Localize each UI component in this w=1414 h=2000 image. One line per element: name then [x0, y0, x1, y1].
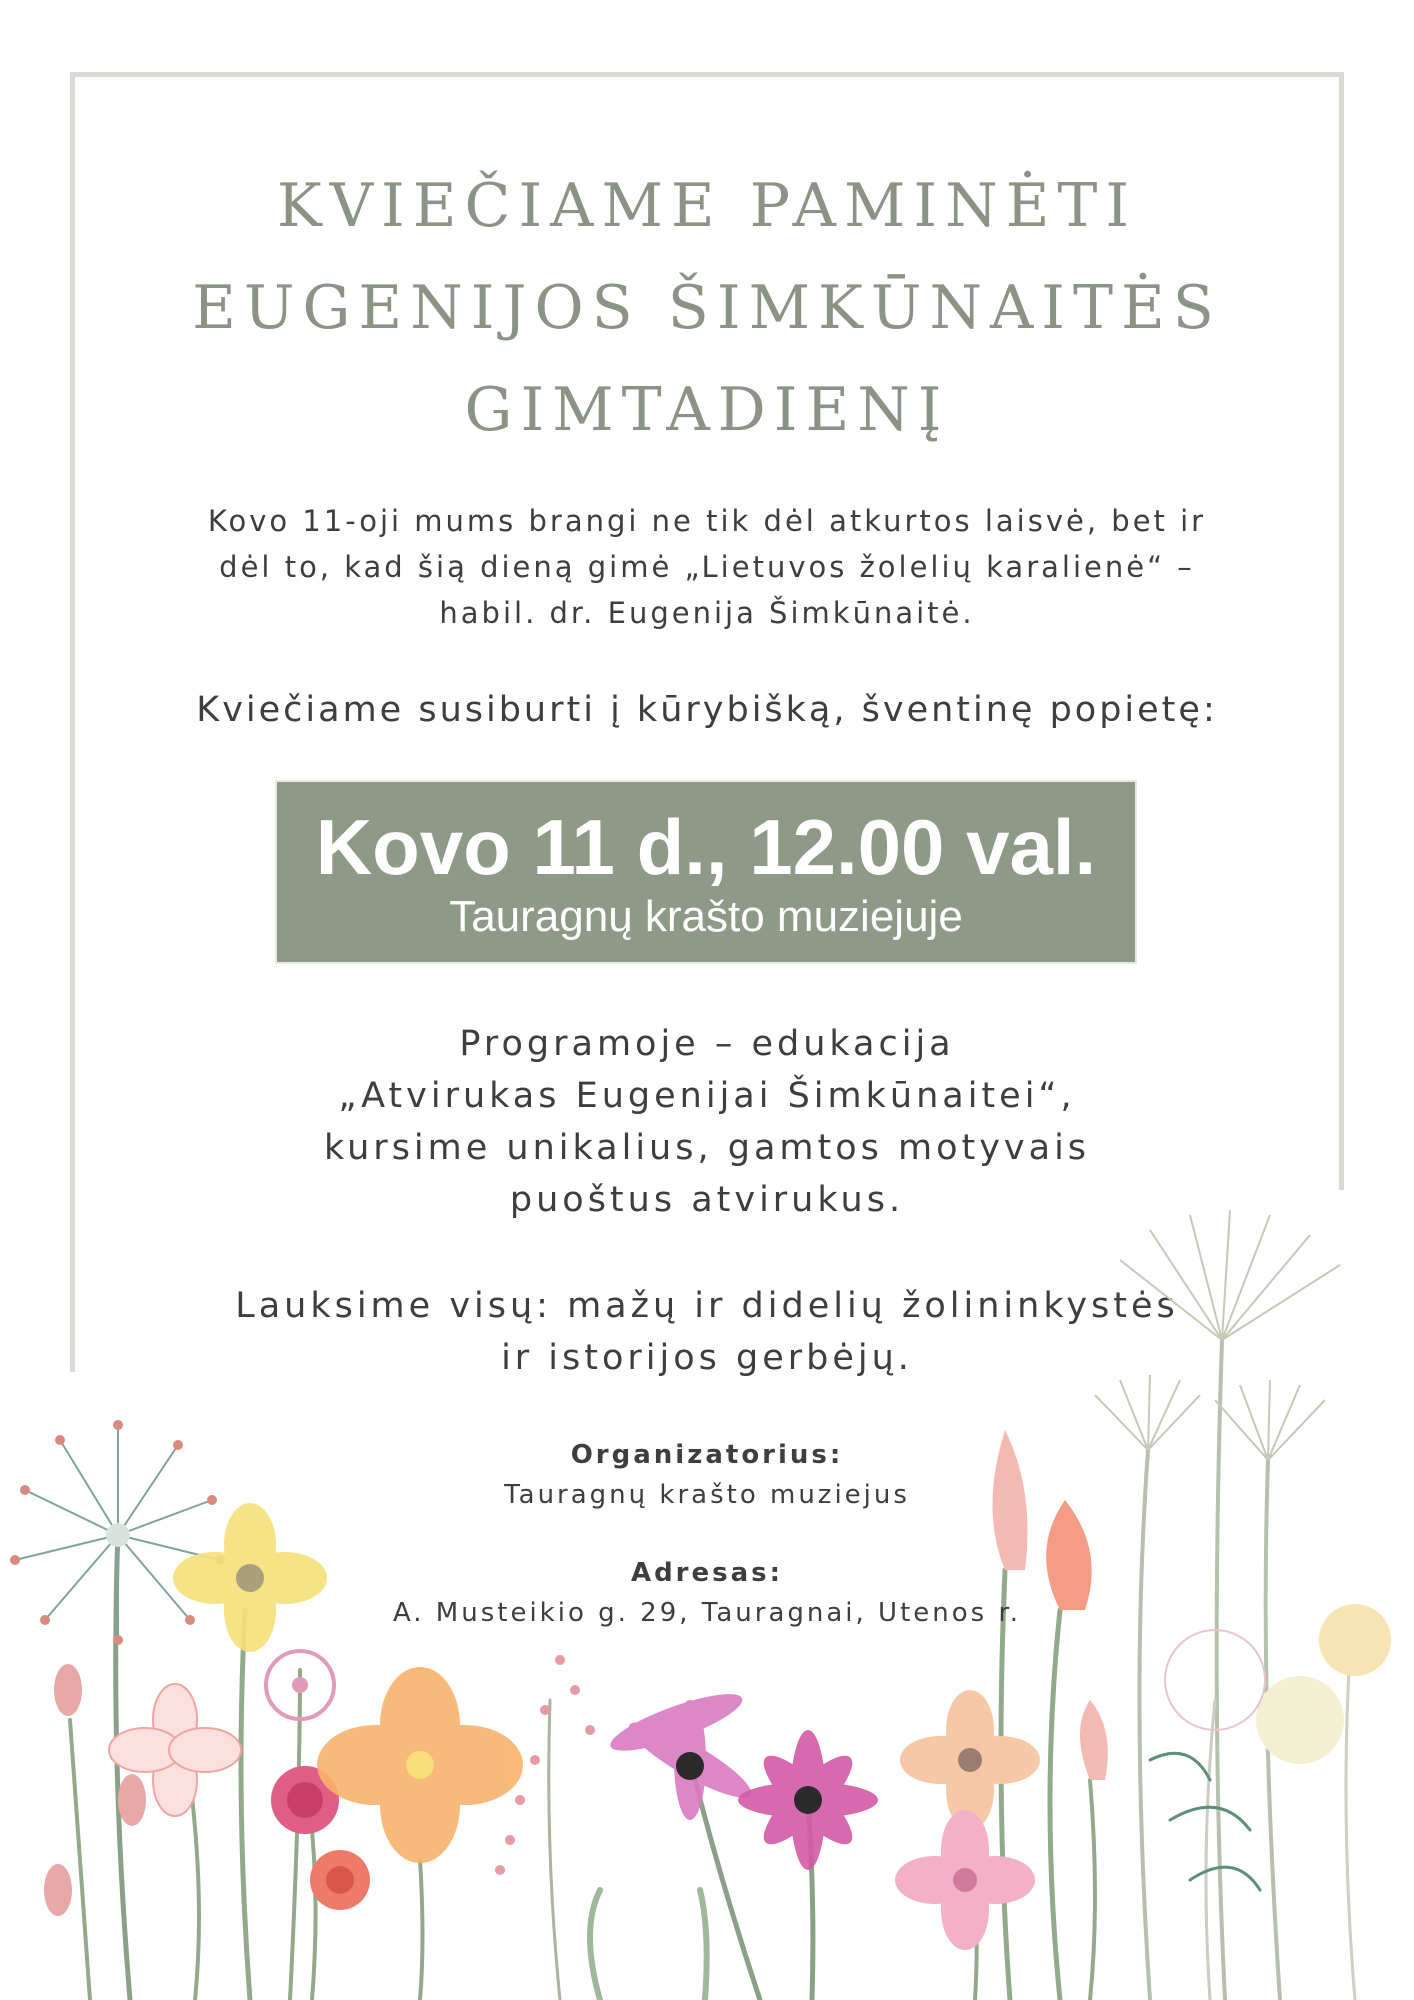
- program-line-4: puoštus atvirukus.: [509, 1180, 905, 1220]
- fans-line-2: ir istorijos gerbėjų.: [501, 1338, 913, 1378]
- program-line-2: „Atvirukas Eugenijai Šimkūnaitei“,: [338, 1076, 1076, 1116]
- intro-line-2: dėl to, kad šią dieną gimė „Lietuvos žolelių karalienė“ –: [219, 550, 1195, 584]
- intro-line-3: habil. dr. Eugenija Šimkūnaitė.: [439, 596, 975, 630]
- fans-line-1: Lauksime visų: mažų ir didelių žolininkystės: [235, 1286, 1179, 1326]
- event-box: [277, 782, 1135, 962]
- intro-text: [120, 498, 1294, 636]
- invite-text: Kviečiame susiburti į kūrybišką, šventinę popietę:: [196, 690, 1218, 730]
- event-place: Tauragnų krašto muziejuje: [449, 892, 963, 941]
- organizer-label: Organizatorius:: [570, 1440, 844, 1470]
- fans-text: [0, 1280, 1414, 1384]
- title-line-2: EUGENIJOS ŠIMKŪNAITĖS: [192, 273, 1222, 343]
- title-line-1: KVIEČIAME PAMINĖTI: [276, 171, 1138, 241]
- intro-line-1: Kovo 11-oji mums brangi ne tik dėl atkurtos laisvė, bet ir: [207, 504, 1207, 538]
- program-text: [0, 1018, 1414, 1226]
- address-label: Adresas:: [630, 1558, 784, 1588]
- program-line-1: Programoje – edukacija: [459, 1024, 955, 1064]
- address-value: A. Musteikio g. 29, Tauragnai, Utenos r.: [392, 1598, 1022, 1628]
- title-line-3: GIMTADIENĮ: [464, 375, 950, 445]
- page-title: [0, 155, 1414, 461]
- organizer-value: Tauragnų krašto muziejus: [504, 1480, 910, 1510]
- program-line-3: kursime unikalius, gamtos motyvais: [323, 1128, 1091, 1168]
- event-date: Kovo 11 d., 12.00 val.: [315, 803, 1097, 891]
